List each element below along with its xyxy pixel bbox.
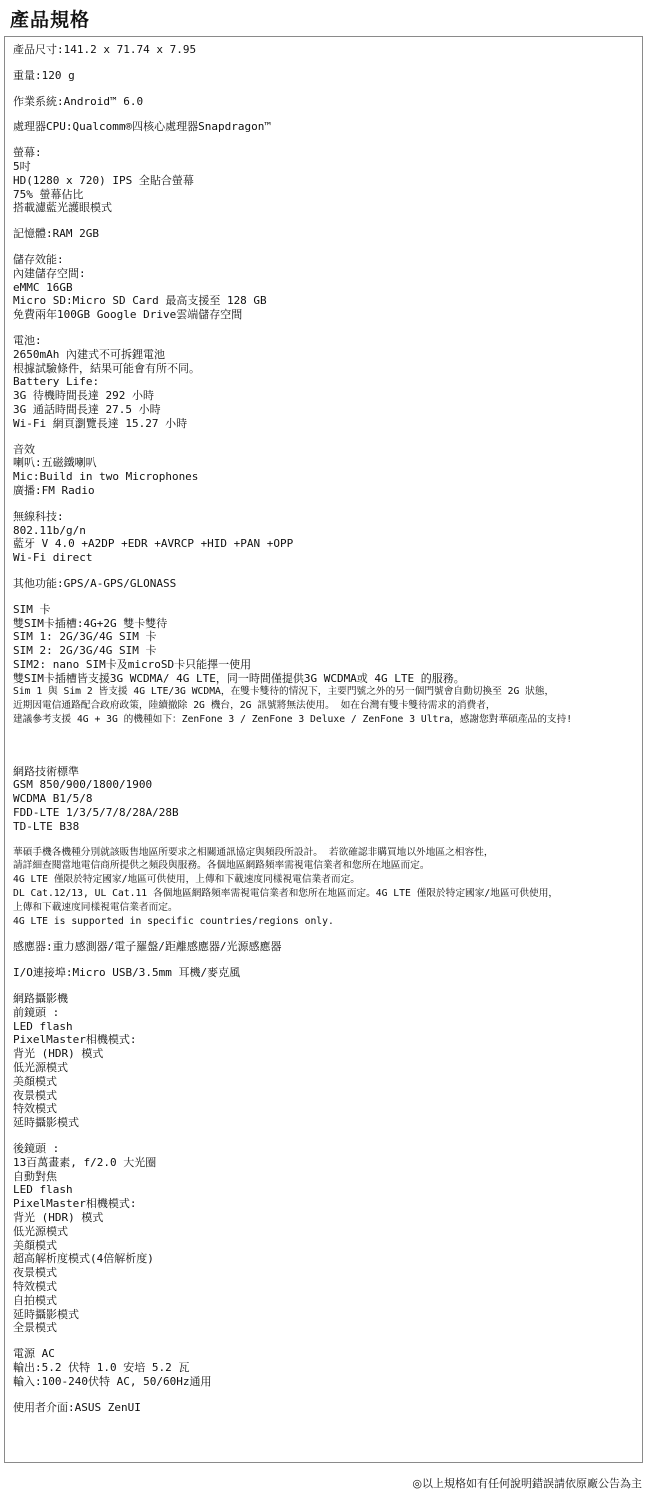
spec-line: eMMC 16GB	[13, 280, 73, 294]
spec-line: 根據試驗條件，結果可能會有所不同。	[13, 361, 200, 375]
spec-line: 無線科技:	[13, 509, 64, 523]
spec-line: 其他功能:GPS/A-GPS/GLONASS	[13, 576, 177, 590]
spec-line: PixelMaster相機模式:	[13, 1197, 137, 1211]
spec-line: Wi-Fi direct	[13, 551, 93, 565]
spec-block	[13, 510, 642, 565]
spec-block	[13, 603, 642, 727]
spec-line: 網路攝影機	[13, 992, 68, 1006]
spec-line: 廣播:FM Radio	[13, 483, 95, 497]
spec-line: 內建儲存空間:	[13, 266, 86, 280]
spec-line: 雙SIM卡插槽:4G+2G 雙卡雙待	[13, 616, 168, 630]
spec-line: 感應器:重力感測器/電子羅盤/距離感應器/光源感應器	[13, 940, 282, 954]
spec-line: Micro SD:Micro SD Card 最高支援至 128 GB	[13, 294, 267, 308]
spec-line: Battery Life:	[13, 375, 100, 389]
spec-line: WCDMA B1/5/8	[13, 792, 93, 806]
spec-box	[4, 36, 643, 1463]
spec-line: 2650mAh 內建式不可拆鋰電池	[13, 347, 165, 361]
spec-line: 延時攝影模式	[13, 1307, 79, 1321]
spec-block	[13, 966, 642, 980]
spec-line: 802.11b/g/n	[13, 523, 86, 537]
spec-block	[13, 1347, 642, 1388]
spec-block	[13, 69, 642, 83]
spec-line: 重量:120 g	[13, 68, 75, 82]
spec-line: 電池:	[13, 333, 42, 347]
spec-line: 特效模式	[13, 1279, 57, 1293]
spec-block	[13, 146, 642, 215]
spec-line: 4G LTE is supported in specific countries/regions only.	[13, 915, 334, 927]
spec-line: 電源 AC	[13, 1347, 55, 1361]
spec-line: 後鏡頭 :	[13, 1142, 60, 1155]
spec-line: 建議參考支援 4G + 3G 的機種如下：ZenFone 3 / ZenFone 3 Deluxe / ZenFone 3 Ultra，感謝您對華碩產品的支持!	[13, 714, 573, 726]
spec-line: 請詳細查閱當地電信商所提供之頻段與服務。各個地區網路頻率需視電信業者和您所在地區而定。	[13, 860, 430, 872]
spec-line: 網路技術標準	[13, 764, 79, 778]
spec-block	[13, 739, 642, 753]
spec-line: 3G 通話時間長達 27.5 小時	[13, 402, 161, 416]
spec-line: Mic:Build in two Microphones	[13, 470, 199, 484]
spec-line: 75% 螢幕佔比	[13, 187, 84, 201]
spec-line: DL Cat.12/13, UL Cat.11 各個地區網路頻率需視電信業者和您所在地區而定。4G LTE 僅限於特定國家/地區可供使用，	[13, 888, 559, 900]
spec-line: 自拍模式	[13, 1293, 57, 1307]
spec-line: 3G 待機時間長達 292 小時	[13, 389, 154, 403]
spec-block	[13, 43, 642, 57]
spec-line: PixelMaster相機模式:	[13, 1033, 137, 1047]
spec-line: 處理器CPU:Qualcomm®四核心處理器Snapdragon™	[13, 120, 271, 134]
spec-block	[13, 253, 642, 322]
spec-line: 美顏模式	[13, 1074, 57, 1088]
spec-block	[13, 334, 642, 431]
spec-line: 特效模式	[13, 1102, 57, 1116]
spec-line: Wi-Fi 網頁瀏覽長達 15.27 小時	[13, 416, 188, 430]
spec-line: 5吋	[13, 159, 31, 173]
spec-line: 低光源模式	[13, 1224, 68, 1238]
spec-line: SIM 卡	[13, 602, 51, 616]
spec-line: 儲存效能:	[13, 252, 64, 266]
spec-line: Sim 1 與 Sim 2 皆支援 4G LTE/3G WCDMA，在雙卡雙待的情況下，主要門號之外的另一個門號會自動切換至 2G 狀態，	[13, 686, 555, 698]
spec-line: SIM 2: 2G/3G/4G SIM 卡	[13, 644, 157, 658]
spec-line: 延時攝影模式	[13, 1116, 79, 1130]
spec-line: 使用者介面:ASUS ZenUI	[13, 1400, 141, 1414]
spec-block	[13, 846, 642, 929]
spec-block	[13, 95, 642, 109]
spec-line: TD-LTE B38	[13, 819, 80, 833]
spec-line: 前鏡頭 :	[13, 1005, 60, 1019]
spec-block	[13, 1142, 642, 1335]
spec-line: 喇叭:五磁鐵喇叭	[13, 456, 97, 470]
spec-line: 背光 (HDR) 模式	[13, 1047, 104, 1061]
spec-line: 免費兩年100GB Google Drive雲端儲存空間	[13, 308, 243, 322]
spec-line	[13, 739, 642, 753]
spec-line: 記憶體:RAM 2GB	[13, 227, 99, 241]
spec-line: 上傳和下載速度同樣視電信業者而定。	[13, 901, 178, 913]
spec-line: 背光 (HDR) 模式	[13, 1210, 104, 1224]
spec-line: 美顏模式	[13, 1238, 57, 1252]
spec-line: SIM2: nano SIM卡及microSD卡只能擇一使用	[13, 657, 252, 671]
disclaimer-footer: ◎以上規格如有任何說明錯誤請依原廠公告為主	[412, 1477, 642, 1490]
spec-line: 藍牙 V 4.0 +A2DP +EDR +AVRCP +HID +PAN +OPP	[13, 537, 294, 551]
spec-line: FDD-LTE 1/3/5/7/8/28A/28B	[13, 806, 179, 820]
spec-line: 搭載濾藍光護眼模式	[13, 201, 112, 215]
spec-line: 全景模式	[13, 1321, 57, 1335]
spec-block	[13, 992, 642, 1130]
spec-line: LED flash	[13, 1183, 73, 1197]
spec-block	[13, 120, 642, 134]
spec-block	[13, 765, 642, 834]
page-title: 產品規格	[10, 9, 91, 31]
spec-line: 產品尺寸:141.2 x 71.74 x 7.95	[13, 43, 197, 56]
spec-block	[13, 577, 642, 591]
spec-content	[5, 37, 642, 1414]
spec-line: 夜景模式	[13, 1088, 57, 1102]
spec-line: 13百萬畫素, f/2.0 大光圈	[13, 1155, 157, 1169]
spec-line: 輸入:100-240伏特 AC, 50/60Hz通用	[13, 1374, 212, 1388]
spec-line: I/O連接埠:Micro USB/3.5mm 耳機/麥克風	[13, 966, 241, 980]
spec-line: 螢幕:	[13, 146, 42, 160]
spec-line: HD(1280 x 720) IPS 全貼合螢幕	[13, 173, 194, 187]
spec-line: 超高解析度模式(4倍解析度)	[13, 1252, 154, 1266]
spec-block	[13, 940, 642, 954]
spec-line: 4G LTE 僅限於特定國家/地區可供使用，上傳和下載速度同樣視電信業者而定。	[13, 874, 360, 886]
spec-line: 輸出:5.2 伏特 1.0 安培 5.2 瓦	[13, 1360, 190, 1374]
spec-block	[13, 227, 642, 241]
spec-line: GSM 850/900/1800/1900	[13, 778, 153, 792]
spec-line: 低光源模式	[13, 1061, 68, 1075]
spec-line: 夜景模式	[13, 1266, 57, 1280]
spec-line: 雙SIM卡插槽皆支援3G WCDMA/ 4G LTE，同一時間僅提供3G WCDMA或 4G LTE 的服務。	[13, 671, 465, 685]
spec-line: 自動對焦	[13, 1169, 57, 1183]
spec-line: SIM 1: 2G/3G/4G SIM 卡	[13, 630, 157, 644]
spec-line: 近期因電信通路配合政府政策，陸續撤除 2G 機台，2G 訊號將無法使用。 如在台灣有雙卡雙待需求的消費者，	[13, 700, 496, 712]
spec-line: LED flash	[13, 1019, 73, 1033]
spec-line: 華碩手機各機種分別就該販售地區所要求之相關通訊協定與頻段所設計。 若欲確認非購買地以外地區之相容性，	[13, 846, 494, 858]
spec-block	[13, 443, 642, 498]
spec-line: 作業系統:Android™ 6.0	[13, 94, 144, 108]
spec-block	[13, 1401, 642, 1415]
spec-line: 音效	[13, 442, 35, 456]
